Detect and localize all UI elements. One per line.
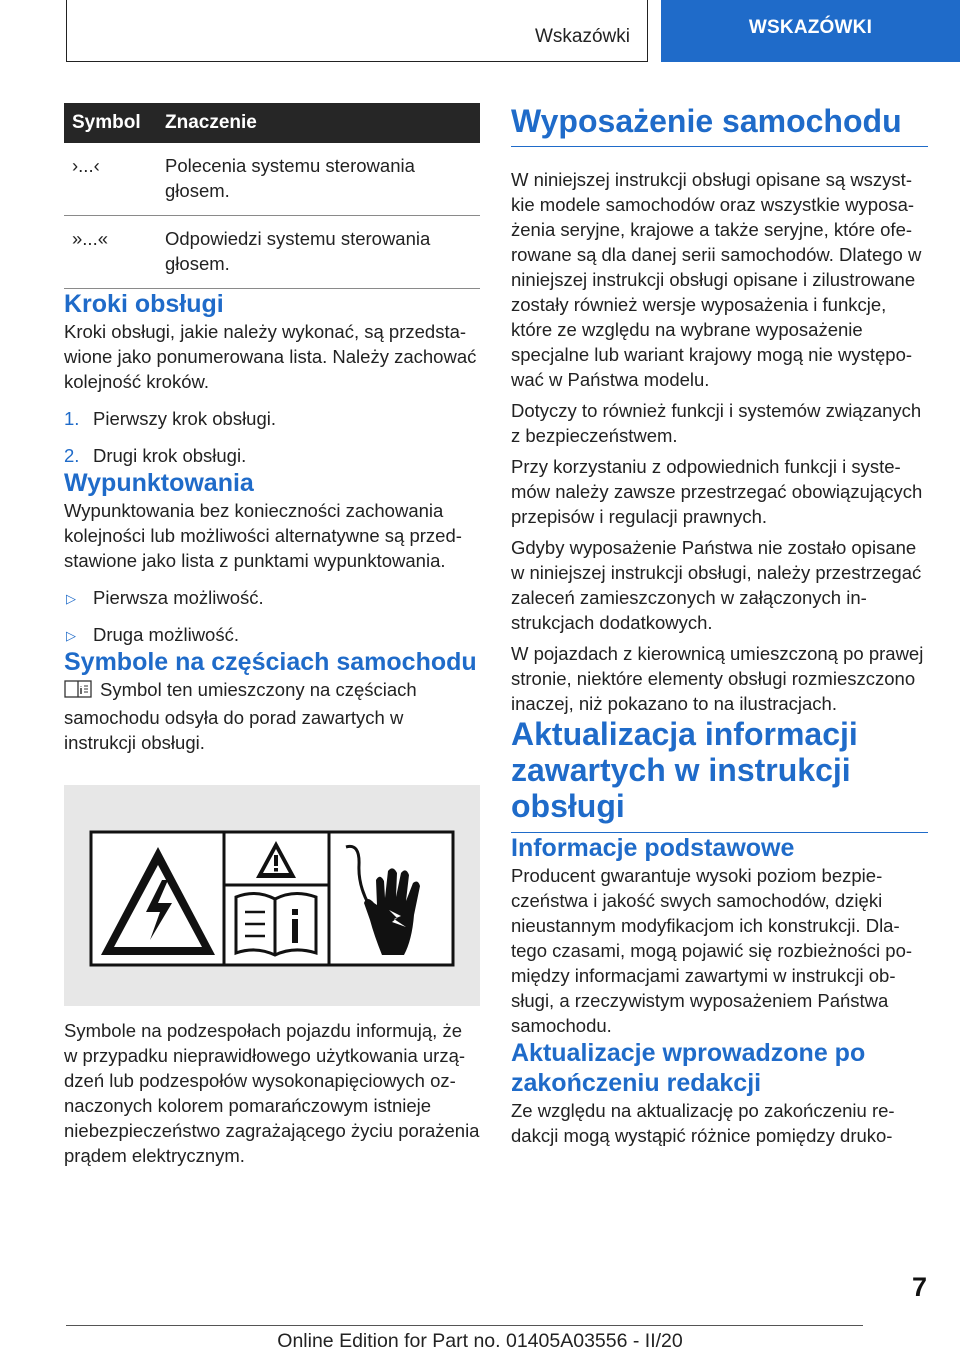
steps-list <box>64 406 480 468</box>
paragraph: Dotyczy to również funkcji i systemów związanych z bezpieczeństwem. <box>511 400 922 446</box>
heading-rule <box>511 146 928 147</box>
bullet-list <box>64 585 480 647</box>
bullet-text: Druga możliwość. <box>93 624 239 645</box>
page-number: 7 <box>911 1272 927 1302</box>
symbol-table <box>64 103 480 289</box>
step-text: Pierwszy krok obsługi. <box>93 408 277 429</box>
table-cell-symbol: »...« <box>64 216 157 289</box>
step-number: 2. <box>64 445 80 466</box>
paragraph: Przy korzystaniu z odpowiednich funkcji i systemów należy zawsze przestrzegać obowiązujących przepisów i regulacji prawnych. <box>511 456 923 527</box>
list-item <box>64 406 480 431</box>
paragraph: W pojazdach z kierownicą umieszczoną po prawej stronie, niektóre elementy obsługi rozmieszczono inaczej, niż pokazano to na ilustracjach. <box>511 643 924 714</box>
triangle-bullet-icon: ▷ <box>66 591 76 606</box>
heading-kroki: Kroki obsługi <box>64 290 224 318</box>
bullet-text: Pierwsza możliwość. <box>93 587 264 608</box>
warning-labels-image <box>64 785 480 1006</box>
table-header-row <box>64 103 480 143</box>
right-column <box>511 103 928 1148</box>
list-item <box>64 622 480 647</box>
paragraph-symbole <box>64 677 480 755</box>
manual-book-icon <box>64 679 94 705</box>
table-row <box>64 143 480 216</box>
chapter-tab-label: WSKAZÓWKI <box>748 17 873 38</box>
heading-symbole: Symbole na częściach samochodu <box>64 648 477 676</box>
list-item <box>64 585 480 610</box>
table-cell-symbol: ›...‹ <box>64 143 157 216</box>
heading-wyposazenie: Wyposażenie samochodu <box>511 103 902 139</box>
heading-informacje-podstawowe: Informacje podstawowe <box>511 834 795 862</box>
table-cell-meaning: Odpowiedzi systemu sterowania głosem. <box>157 216 480 289</box>
paragraph-informacje: Producent gwarantuje wysoki poziom bezpieczeństwa i jakość swych samochodów, dzięki nieustannym modyfikacjom ich konstrukcji. Dlatego czasami, mogą pojawić się rozbieżności pomiędzy informacjami zawartymi w instrukcji obsługi, a rzeczywistym wyposażeniem Państwa samochodu. <box>511 865 913 1036</box>
paragraph-kroki: Kroki obsługi, jakie należy wykonać, są przedstawione jako ponumerowana lista. Należy zachować kolejność kroków. <box>64 321 477 392</box>
table-header-meaning: Znaczenie <box>157 103 480 143</box>
paragraph: Gdyby wyposażenie Państwa nie zostało opisane w niniejszej instrukcji obsługi, należy przestrzegać zaleceń zamieszczonych w załączonych instrukcjach dodatkowych. <box>511 537 922 633</box>
heading-aktualizacje-po-redakcji: Aktualizacje wprowadzone po zakończeniu redakcji <box>511 1039 866 1097</box>
list-item <box>64 443 480 468</box>
table-cell-meaning: Polecenia systemu sterowania głosem. <box>157 143 480 216</box>
section-title: Wskazówki <box>534 26 630 47</box>
table-row <box>64 216 480 289</box>
step-number: 1. <box>64 408 80 429</box>
paragraph-after-image: Symbole na podzespołach pojazdu informują, że w przypadku nieprawidłowego użytkowania urządzeń lub podzespołów wysokonapięciowych oznaczonych kolorem pomarańczowym istnieje niebezpieczeństwo zagrażającego życiu porażenia prądem elektrycznym. <box>64 1020 480 1166</box>
symbole-text: Symbol ten umieszczony na częściach samochodu odsyła do porad zawartych w instrukcji obsługi. <box>64 679 417 753</box>
heading-wypunktowania: Wypunktowania <box>64 469 254 497</box>
table-header-symbol: Symbol <box>64 103 157 143</box>
paragraph-aktualizacje: Ze względu na aktualizację po zakończeniu redakcji mogą wystąpić różnice pomiędzy druko- <box>511 1100 895 1146</box>
paragraph: W niniejszej instrukcji obsługi opisane są wszystkie modele samochodów oraz wszystkie wyposażenia seryjne, krajowe a także seryjne, które oferowane są dla danej serii samochodów. Dlatego w niniejszej instrukcji obsługi opisane i zilustrowane zostały również wersje wyposażenia i funkcje, które ze względu na wybrane wyposażenie specjalne lub wariant krajowy mogą nie występować w Państwa modelu. <box>511 169 922 390</box>
left-column <box>64 103 480 1168</box>
paragraph-wypunktowania: Wypunktowania bez konieczności zachowania kolejności lub możliwości alternatywne są przedstawione jako lista z punktami wypunktowania. <box>64 500 462 571</box>
step-text: Drugi krok obsługi. <box>93 445 247 466</box>
chapter-tab[interactable] <box>661 0 960 62</box>
footer-edition: Online Edition for Part no. 01405A03556 - II/20 <box>277 1330 683 1352</box>
footer-divider <box>66 1325 863 1326</box>
triangle-bullet-icon: ▷ <box>66 628 76 643</box>
heading-aktualizacja: Aktualizacja informacji zawartych w instrukcji obsługi <box>511 716 858 824</box>
